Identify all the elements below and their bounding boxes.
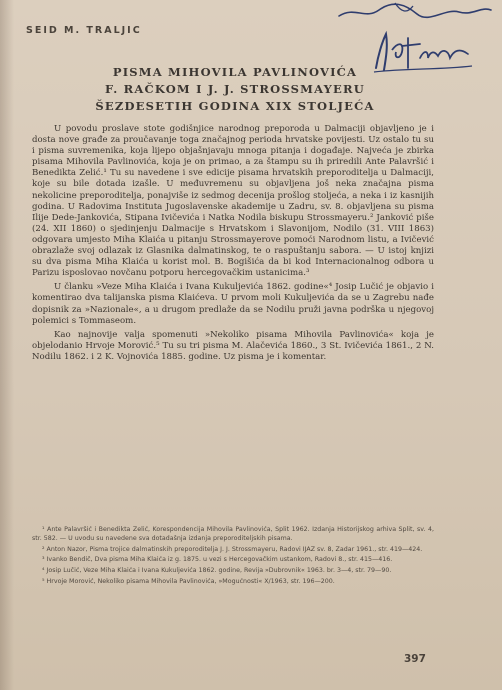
title-line-2: F. RAČKOM I J. J. STROSSMAYERU xyxy=(104,82,365,96)
paragraph: Kao najnovije valja spomenuti »Nekoliko pisama Mihovila Pavlinovića« koja je objelodanio Hrvoje Morović.⁵ Tu su tri pisma M. Alačevića 1860., 3 St. Ivičevića 1861., 2 N. Nodilu 1862. i 2 K. Vojnovića 1885. godine. Uz pisma je i komentar. xyxy=(32,329,434,362)
article-title xyxy=(70,64,400,115)
running-head: SEID M. TRALJIC xyxy=(26,25,142,36)
footnote: ³ Ivanko Bendič, Dva pisma Miha Klaića iz g. 1875. u vezi s Hercegovačkim ustankom, Radovi 8., str. 415—416. xyxy=(42,556,393,564)
footnote: ¹ Ante Palavršić i Benedikta Zelić, Korespondencija Mihovila Pavlinovića, Split 1962. Izdanja Historijskog arhiva Split, sv. 4, str. 582. — U uvodu su navedene sva dotadašnja izdanja preporoditeljskih pisama. xyxy=(32,526,434,542)
footnotes xyxy=(32,526,434,589)
title-line-1: PISMA MIHOVILA PAVLINOVIĆA xyxy=(112,65,358,79)
binding-shadow xyxy=(0,0,14,690)
article-body xyxy=(32,124,434,366)
footnote: ⁵ Hrvoje Morović, Nekoliko pisama Mihovila Pavlinovića, »Mogućnosti« X/1963, str. 196—200. xyxy=(42,577,335,585)
footnote: ² Anton Nazor, Pisma trojice dalmatinskih preporoditelja J. J. Strossmayeru, Radovi IJAZ sv. 8, Zadar 1961., str. 419—424. xyxy=(42,545,423,553)
title-line-3: ŠEZDESETIH GODINA XIX STOLJEĆA xyxy=(95,99,375,113)
page-number: 397 xyxy=(404,653,426,665)
paragraph: U povodu proslave stote godišnjice narodnog preporoda u Dalmaciji objavljeno je i dosta nove građe za proučavanje toga značajnog perioda hrvatske povijesti. Uz ostalo tu su i pisma suvremenika, koja lijepo objašnjavaju mnoga pitanja i događaje. Najveća je zbirka pisama Mihovila Pavlinovića, koja je on primao, a za štampu su ih priredili Ante Palavršić i Benediktа Zelić.¹ Tu su navedene i sve edicije pisama hrvatskih preporoditelja u Dalmaciji, koje su bile dotada izašle. U međuvremenu su objavljena još neka značajna pisma nekolicine preporoditelja, ponajviše iz sedmog decenija prošlog stoljeća, a neka i iz kasnijih godina. U Radovima Instituta Jugoslavenske akademije u Zadru, sv. 8. objavljena su pisma Ilije Dede-Jankovića, Stipana Ivičevića i Natka Nodila biskupu Strossmayeru.² Janković piše (24. XII 1860) o sjedinjenju Dalmacije s Hrvatskom i Slavonijom, Nodilo (31. VIII 1863) odgovara umjesto Miha Klaića u pitanju Strossmayerove pomoći Narodnom listu, a Ivičević obrazlaže svoj odlazak iz Glasnika dalmatinskog, te o raspuštanju sabora. — U istoj knjizi su dva pisma Miha Klaića u korist mol. B. Bogišića da bi kod Internacionalnog odbora u Parizu isposlovao novčanu potporu hercegovačkim ustanicima.³ xyxy=(32,124,434,279)
footnote: ⁴ Josip Lučić, Veze Miha Klaića i Ivana Kukuljevića 1862. godine, Revija »Dubrovnik« 1963. br. 3—4, str. 79—90. xyxy=(42,567,392,575)
paragraph: U članku »Veze Miha Klaića i Ivana Kukuljevića 1862. godine«⁴ Josip Lučić je objavio i komentirao dva talijanska pisma Klaićeva. U prvom moli Kukuljevića da se u Zagrebu nađe dopisnik za »Nazionale«, a u drugom predlaže da se Nodilu pruži javna podrška u njegovoj polemici s Tommaseom. xyxy=(32,282,434,326)
handwritten-scribble-top xyxy=(335,0,495,24)
